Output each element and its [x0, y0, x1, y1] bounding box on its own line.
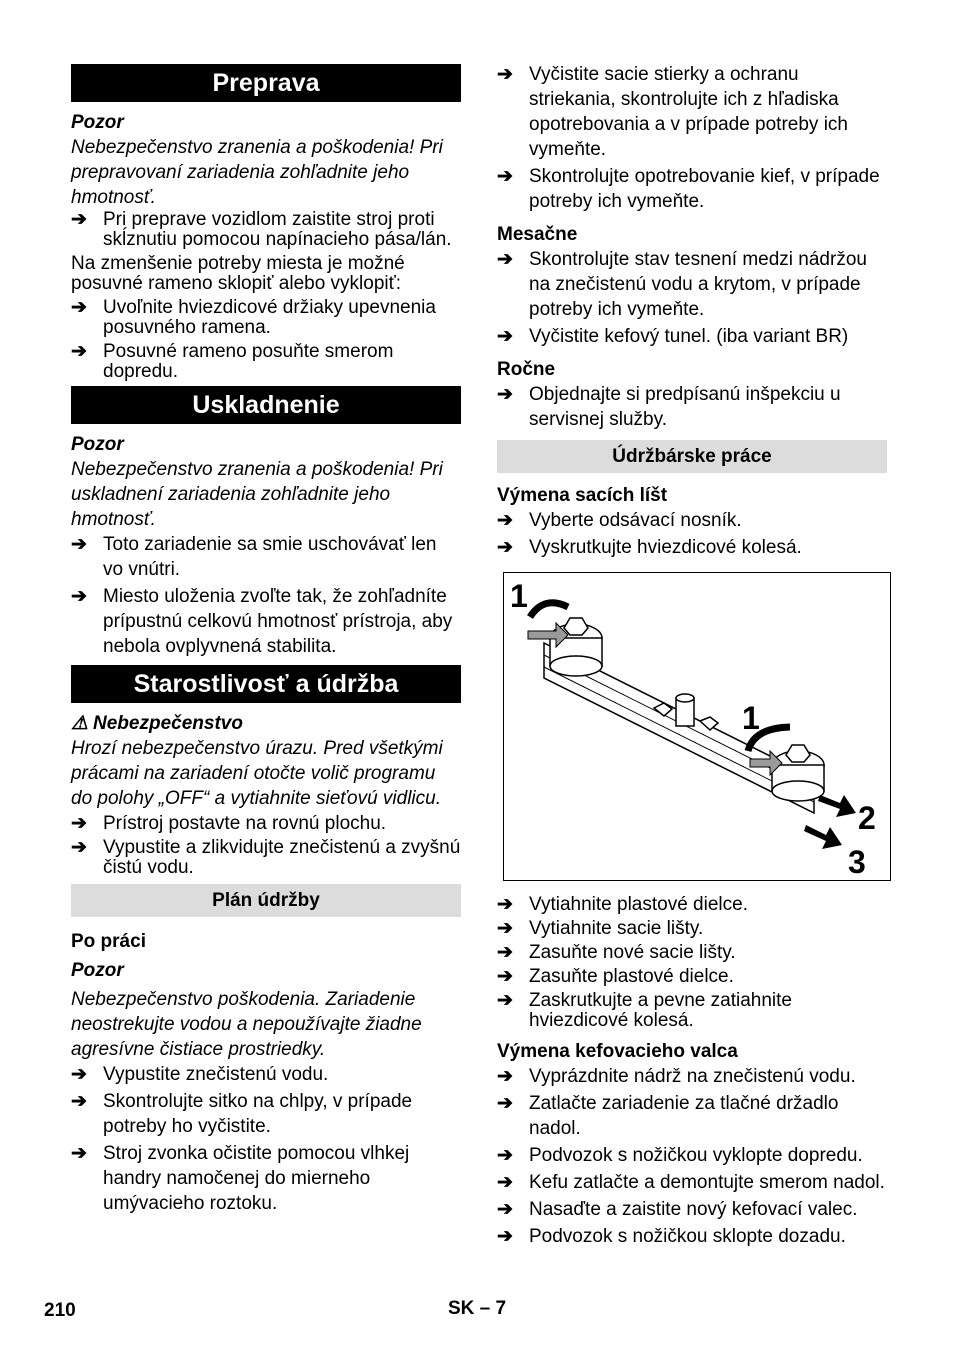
section-heading-care: Starostlivosť a údržba — [71, 665, 461, 703]
list-item: ➔ Skontrolujte sitko na chlpy, v prípade potreby ho vyčistite. — [71, 1091, 413, 1137]
arrow-icon: ➔ — [497, 1226, 513, 1247]
left-column — [71, 62, 461, 1218]
caution-label: Pozor — [71, 112, 124, 133]
arrow-icon: ➔ — [497, 64, 513, 85]
list-item: ➔ Stroj zvonka očistite pomocou vlhkej handry namočenej do mierneho umývacieho roztoku. — [71, 1143, 410, 1214]
list-item: ➔ Skontrolujte stav tesnení medzi nádržou na znečistenú vodu a krytom, v prípade potreby ich vymeňte. — [497, 249, 867, 320]
caution-text: Nebezpečenstvo zranenia a poškodenia! Pri uskladnení zariadenia zohľadnite jeho hmotnosť. — [71, 459, 443, 530]
language-page-marker: SK – 7 — [448, 1298, 507, 1319]
page-number: 210 — [44, 1300, 76, 1321]
list-item: ➔ Vyčistite kefový tunel. (iba variant BR) — [497, 326, 849, 347]
subheading-yearly: Ročne — [497, 359, 556, 380]
arrow-icon: ➔ — [497, 1145, 513, 1166]
arrow-icon: ➔ — [71, 837, 87, 858]
list-item: ➔ Objednajte si predpísanú inšpekciu u servisnej služby. — [497, 384, 841, 430]
list-item: ➔ Vytiahnite plastové dielce. — [497, 894, 748, 915]
list-item: ➔ Posuvné rameno posuňte smerom dopredu. — [71, 341, 394, 382]
list-item: ➔ Zaskrutkujte a pevne zatiahnite hviezdicové kolesá. — [497, 990, 792, 1031]
arrow-icon: ➔ — [497, 1066, 513, 1087]
list-item: ➔ Podvozok s nožičkou sklopte dozadu. — [497, 1226, 846, 1247]
arrow-icon: ➔ — [497, 249, 513, 270]
list-item: ➔ Miesto uloženia zvoľte tak, že zohľadníte prípustnú celkovú hmotnosť prístroja, aby nebola ovplyvnená stabilita. — [71, 586, 453, 657]
caution-text: Nebezpečenstvo poškodenia. Zariadenie neostrekujte vodou a nepoužívajte žiadne agresívne čistiace prostriedky. — [71, 989, 422, 1060]
arrow-icon: ➔ — [497, 326, 513, 347]
arrow-icon: ➔ — [497, 1093, 513, 1114]
warning-triangle-icon: ⚠ — [71, 713, 89, 734]
subheading-roller: Výmena kefovacieho valca — [497, 1041, 738, 1062]
list-item: ➔ Toto zariadenie sa smie uschovávať len vo vnútri. — [71, 534, 437, 580]
danger-label: ⚠ Nebezpečenstvo — [71, 713, 243, 734]
list-item: ➔ Zatlačte zariadenie za tlačné držadlo nadol. — [497, 1093, 839, 1139]
list-item: ➔ Skontrolujte opotrebovanie kief, v prípade potreby ich vymeňte. — [497, 166, 880, 212]
list-item: ➔ Kefu zatlačte a demontujte smerom nadol. — [497, 1172, 885, 1193]
arrow-icon: ➔ — [71, 341, 87, 362]
subheading-monthly: Mesačne — [497, 224, 578, 245]
arrow-icon: ➔ — [497, 1199, 513, 1220]
list-item: ➔ Uvoľnite hviezdicové držiaky upevnenia posuvného ramena. — [71, 297, 436, 338]
list-item: ➔ Vyberte odsávací nosník. — [497, 510, 742, 531]
arrow-icon: ➔ — [71, 813, 87, 834]
fig-label-1a: 1 — [510, 578, 528, 614]
arrow-icon: ➔ — [71, 1064, 87, 1085]
list-item: ➔ Vypustite znečistenú vodu. — [71, 1064, 329, 1085]
danger-text: Hrozí nebezpečenstvo úrazu. Pred všetkými prácami na zariadení otočte volič programu do polohy „OFF“ a vytiahnite sieťovú vidlicu. — [71, 738, 443, 809]
list-item: ➔ Zasuňte nové sacie lišty. — [497, 942, 736, 963]
list-item: ➔ Prístroj postavte na rovnú plochu. — [71, 813, 387, 834]
subheading-squeegee: Výmena sacích líšt — [497, 485, 668, 506]
list-item: ➔ Vytiahnite sacie lišty. — [497, 918, 704, 939]
list-item: ➔ Podvozok s nožičkou vyklopte dopredu. — [497, 1145, 863, 1166]
arrow-icon: ➔ — [71, 1143, 87, 1164]
right-column — [497, 62, 887, 1251]
arrow-icon: ➔ — [497, 537, 513, 558]
subheading-after-work: Po práci — [71, 931, 146, 952]
fig-label-2: 2 — [858, 800, 876, 836]
arrow-icon: ➔ — [497, 510, 513, 531]
arrow-icon: ➔ — [71, 297, 87, 318]
squeegee-illustration — [504, 573, 890, 880]
list-item: ➔ Vyprázdnite nádrž na znečistenú vodu. — [497, 1066, 856, 1087]
arrow-icon: ➔ — [497, 166, 513, 187]
list-item: ➔ Zasuňte plastové dielce. — [497, 966, 734, 987]
arrow-icon: ➔ — [497, 942, 513, 963]
caution-label: Pozor — [71, 434, 124, 455]
arrow-icon: ➔ — [71, 534, 87, 555]
arrow-icon: ➔ — [71, 209, 87, 230]
arrow-icon: ➔ — [71, 1091, 87, 1112]
list-item: ➔ Vypustite a zlikvidujte znečistenú a zvyšnú čistú vodu. — [71, 837, 461, 878]
list-item: ➔ Vyskrutkujte hviezdicové kolesá. — [497, 537, 802, 558]
section-heading-storage: Uskladnenie — [71, 386, 461, 424]
arrow-icon: ➔ — [71, 586, 87, 607]
arrow-icon: ➔ — [497, 990, 513, 1011]
caution-label: Pozor — [71, 960, 124, 981]
arrow-icon: ➔ — [497, 1172, 513, 1193]
squeegee-figure — [503, 572, 891, 881]
paragraph: Na zmenšenie potreby miesta je možné posuvné rameno sklopiť alebo vyklopiť: — [71, 253, 405, 294]
arrow-icon: ➔ — [497, 966, 513, 987]
section-heading-maintenance: Údržbárske práce — [497, 440, 887, 473]
caution-text: Nebezpečenstvo zranenia a poškodenia! Pri prepravovaní zariadenia zohľadnite jeho hmotnosť. — [71, 137, 443, 208]
section-heading-plan: Plán údržby — [71, 884, 461, 917]
arrow-icon: ➔ — [497, 918, 513, 939]
list-item: ➔ Pri preprave vozidlom zaistite stroj proti skĺznutiu pomocou napínacieho pása/lán. — [71, 209, 452, 250]
arrow-icon: ➔ — [497, 894, 513, 915]
section-heading-transport: Preprava — [71, 64, 461, 102]
list-item: ➔ Vyčistite sacie stierky a ochranu striekania, skontrolujte ich z hľadiska opotrebovania a v prípade potreby ich vymeňte. — [497, 64, 848, 160]
fig-label-3: 3 — [848, 844, 866, 880]
list-item: ➔ Nasaďte a zaistite nový kefovací valec. — [497, 1199, 858, 1220]
arrow-icon: ➔ — [497, 384, 513, 405]
fig-label-1b: 1 — [742, 700, 760, 736]
